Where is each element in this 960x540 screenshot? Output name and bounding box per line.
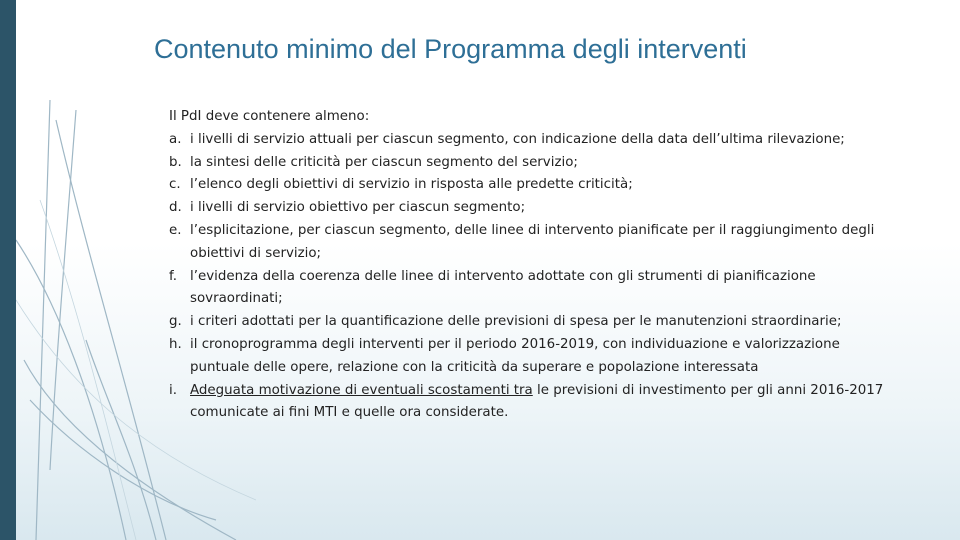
slide-title: Contenuto minimo del Programma degli interventi (154, 34, 747, 64)
list-item (169, 197, 889, 220)
list-marker: h. (169, 336, 182, 352)
list-marker: c. (169, 177, 181, 193)
list-item (169, 266, 889, 312)
list-item-underlined-text: Adeguata motivazione di eventuali scostamenti tra (190, 382, 533, 398)
left-accent-bar (0, 0, 16, 540)
list-item-text: l’elenco degli obiettivi di servizio in risposta alle predette criticità; (190, 177, 633, 193)
list-item-text: i livelli di servizio attuali per ciascun segmento, con indicazione della data dell’ultima rilevazione; (190, 131, 845, 147)
list-item (169, 152, 889, 175)
list-marker: d. (169, 200, 182, 216)
list-marker: g. (169, 314, 182, 330)
intro-text: Il PdI deve contenere almeno: (169, 109, 370, 124)
list-item-text: i criteri adottati per la quantificazione delle previsioni di spesa per le manutenzioni straordinarie; (190, 314, 842, 330)
list-item-text: l’evidenza della coerenza delle linee di intervento adottate con gli strumenti di pianificazione sovraordinati; (190, 268, 816, 307)
list-marker: i. (169, 382, 177, 398)
list-marker: f. (169, 268, 177, 284)
list-marker: e. (169, 222, 182, 238)
list-item (169, 311, 889, 334)
list-item-text: la sintesi delle criticità per ciascun segmento del servizio; (190, 154, 578, 170)
list-marker: a. (169, 131, 182, 147)
list-item (169, 334, 889, 380)
list-item (169, 129, 889, 152)
list-item-text: le previsioni di investimento per gli anni 2016-2017 comunicate ai fini MTI e quelle ora considerate. (190, 382, 884, 421)
list-item-text: i livelli di servizio obiettivo per ciascun segmento; (190, 200, 526, 216)
slide-body (169, 106, 889, 425)
list-item-text: il cronoprogramma degli interventi per il periodo 2016-2019, con individuazione e valorizzazione puntuale delle opere, relazione con la criticità da superare e popolazione interessata (190, 336, 840, 375)
list-item (169, 174, 889, 197)
list-item (169, 380, 889, 426)
list-item-text: l’esplicitazione, per ciascun segmento, delle linee di intervento pianificate per il raggiungimento degli obiettivi di servizio; (190, 222, 875, 261)
list-item (169, 220, 889, 266)
list-marker: b. (169, 154, 182, 170)
requirements-list (169, 129, 889, 425)
